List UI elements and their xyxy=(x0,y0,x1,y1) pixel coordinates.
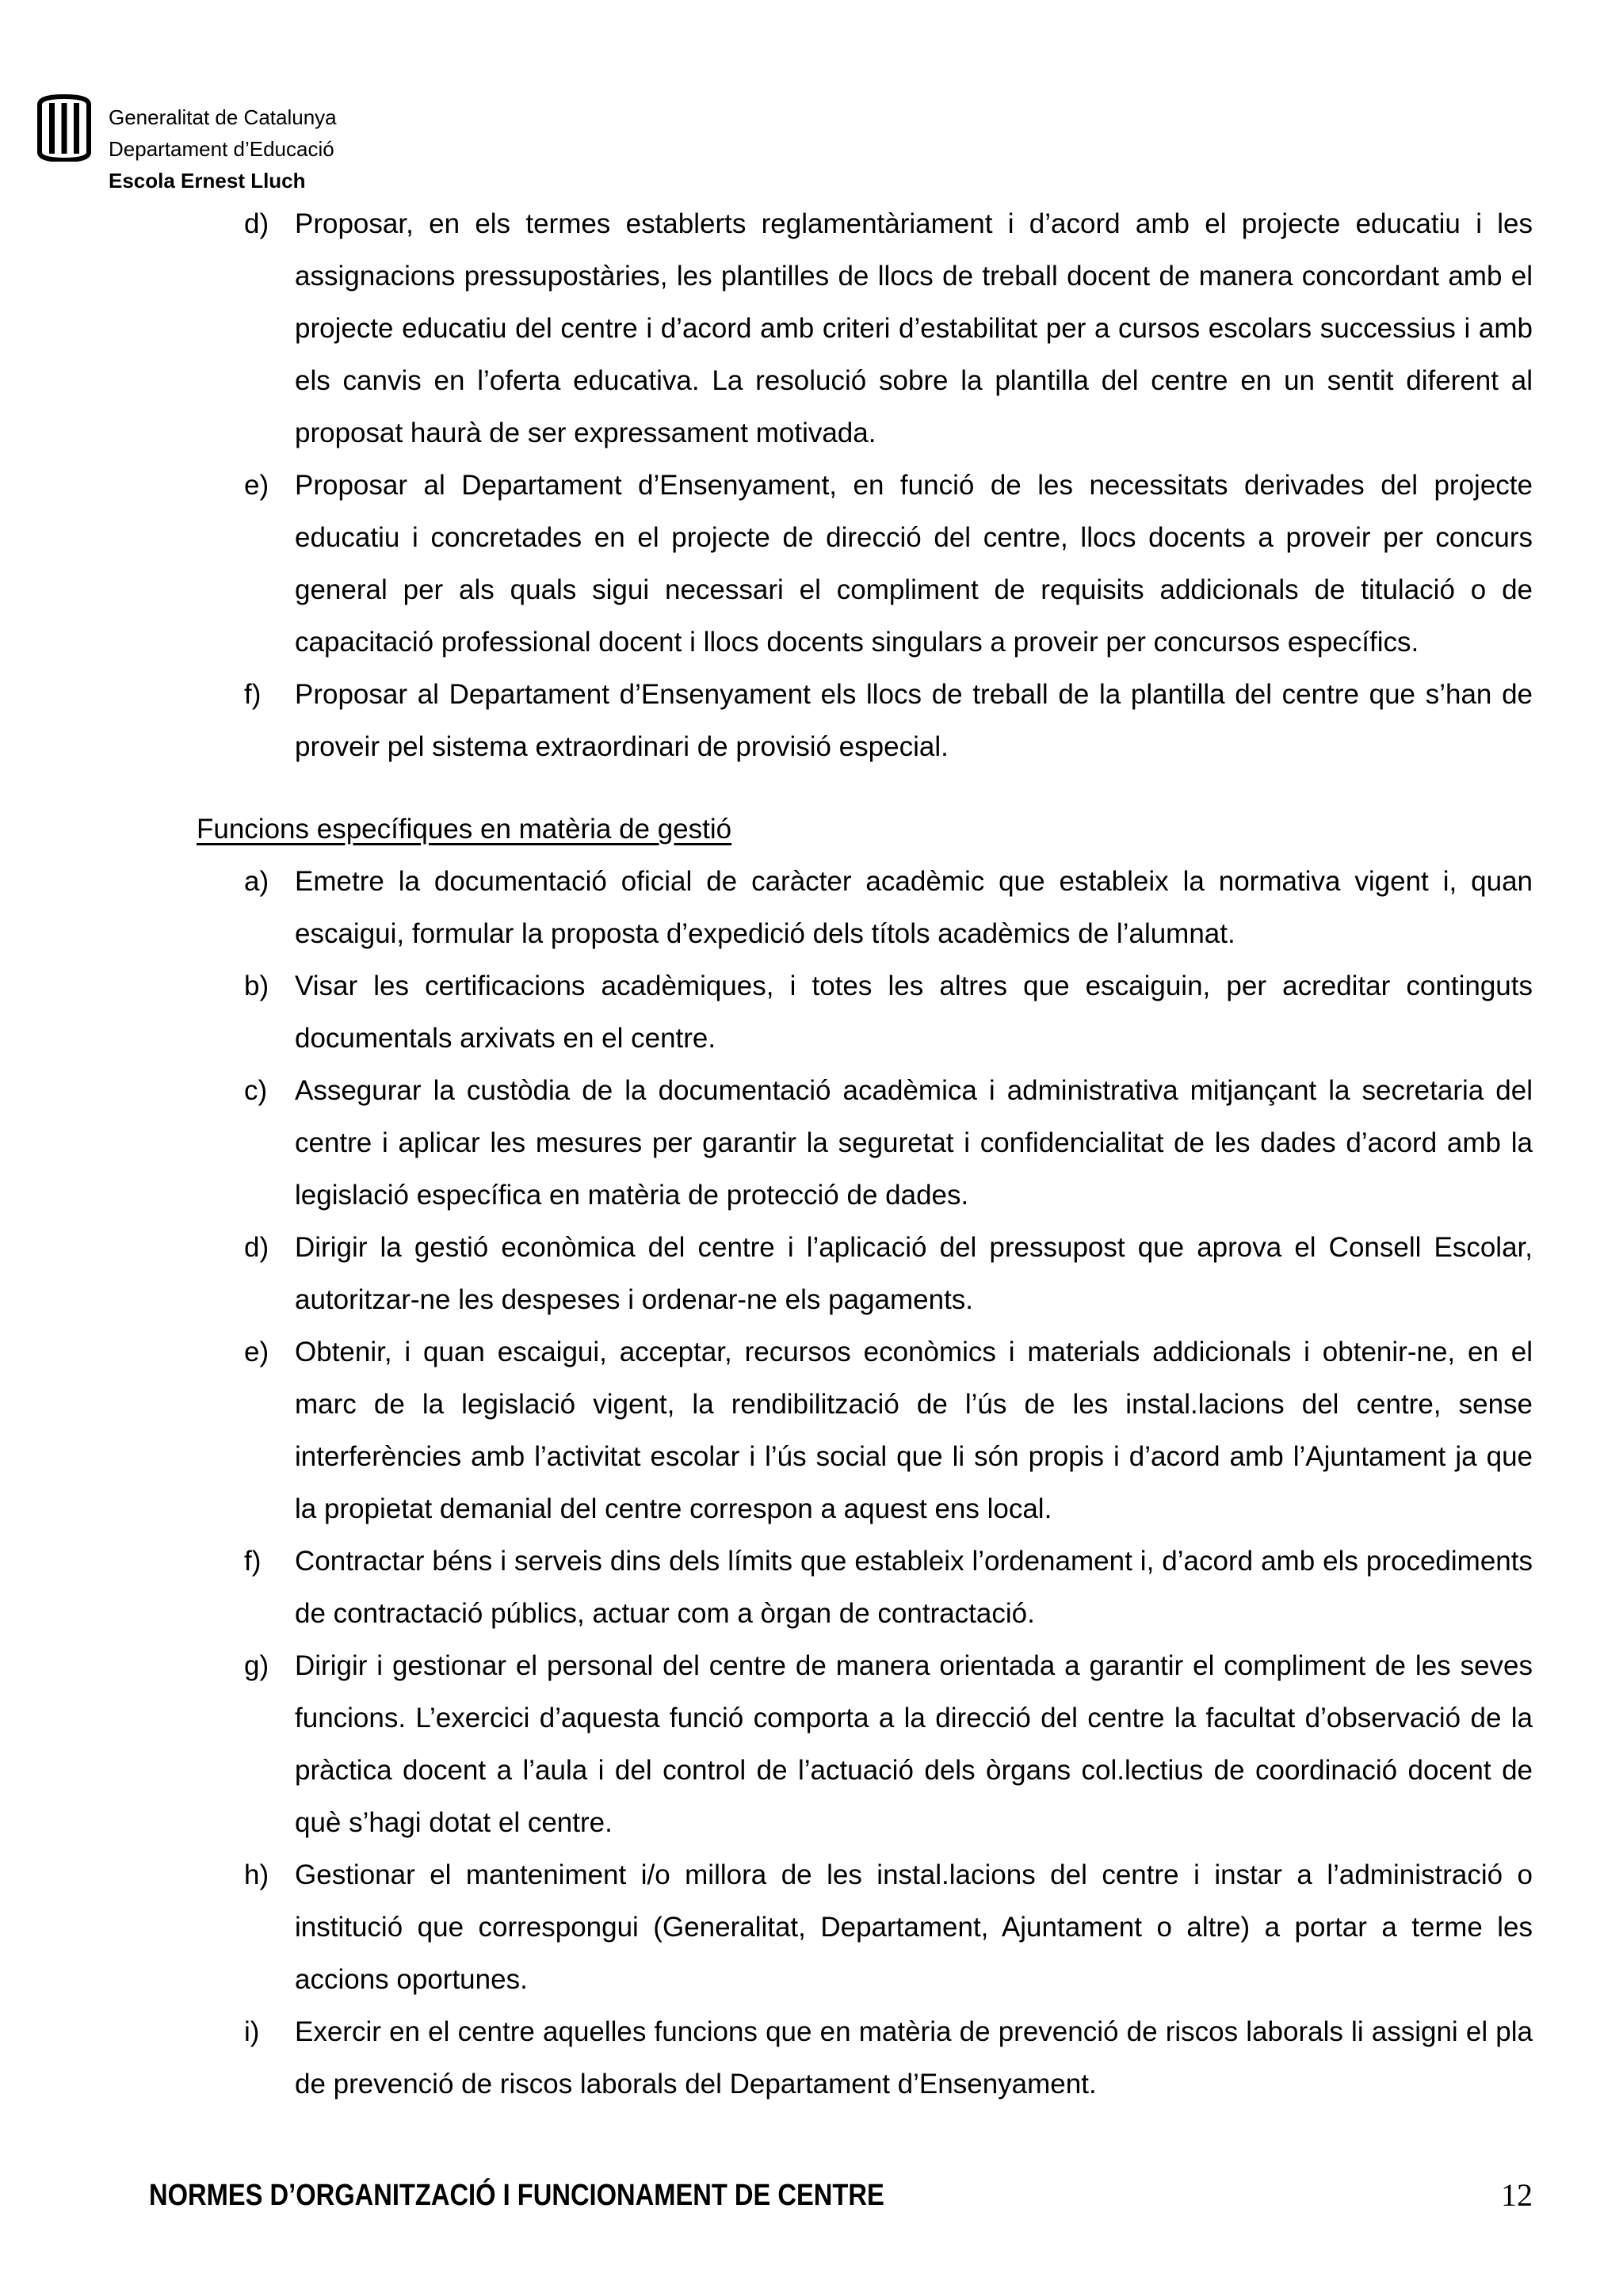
header-text xyxy=(109,101,337,196)
list-item-text: Proposar al Departament d’Ensenyament, en funció de les necessitats derivades del projecte educatiu i concretades en el projecte de direcció del centre, llocs docents a proveir per concurs general per als quals sigui necessari el compliment de requisits addicionals de titulació o de capacitació professional docent i llocs docents singulars a proveir per concursos específics. xyxy=(295,470,1533,658)
list-item xyxy=(197,1849,1533,2006)
list-item-text: Exercir en el centre aquelles funcions que en matèria de prevenció de riscos laborals li assigni el pla de prevenció de riscos laborals del Departament d’Ensenyament. xyxy=(295,2016,1533,2100)
list-item xyxy=(197,1326,1533,1535)
list-item-text: Proposar, en els termes establerts reglamentàriament i d’acord amb el projecte educatiu i les assignacions pressupostàries, les plantilles de llocs de treball docent de manera concordant amb el projecte educatiu del centre i d’acord amb criteri d’estabilitat per a cursos escolars successius i amb els canvis en l’oferta educativa. La resolució sobre la plantilla del centre en un sentit diferent al proposat haurà de ser expressament motivada. xyxy=(295,208,1533,448)
list-item-text: Visar les certificacions acadèmiques, i totes les altres que escaiguin, per acreditar continguts documentals arxivats en el centre. xyxy=(295,971,1533,1054)
list-item-letter: b) xyxy=(244,971,269,1001)
list-item-letter: d) xyxy=(244,208,269,239)
list-item-letter: e) xyxy=(244,470,269,501)
list-item-text: Dirigir i gestionar el personal del centre de manera orientada a garantir el compliment de les seves funcions. L’exercici d’aquesta funció comporta a la direcció del centre la facultat d’observació de la pràctica docent a l’aula i del control de l’actuació dels òrgans col.lectius de coordinació docent de què s’hagi dotat el centre. xyxy=(295,1650,1533,1838)
page-number: 12 xyxy=(1501,2177,1533,2213)
list-item-text: Gestionar el manteniment i/o millora de les instal.lacions del centre i instar a l’administració o institució que correspongui (Generalitat, Departament, Ajuntament o altre) a portar a terme les accions oportunes. xyxy=(295,1859,1533,1995)
list-item xyxy=(197,198,1533,460)
list-item-letter: g) xyxy=(244,1650,269,1681)
header-school: Escola Ernest Lluch xyxy=(109,169,306,193)
list-item-letter: e) xyxy=(244,1337,269,1367)
header-department: Departament d’Educació xyxy=(109,137,334,161)
list-item xyxy=(197,960,1533,1065)
document-body xyxy=(197,198,1533,2111)
list-item-text: Proposar al Departament d’Ensenyament els llocs de treball de la plantilla del centre que s’han de proveir pel sistema extraordinari de provisió especial. xyxy=(295,679,1533,762)
list-item xyxy=(197,1535,1533,1640)
list-item-letter: h) xyxy=(244,1859,269,1890)
generalitat-de-catalunya-logo xyxy=(36,93,92,162)
footer-title: NORMES D’ORGANITZACIÓ I FUNCIONAMENT DE CENTRE xyxy=(149,2179,884,2212)
page-footer xyxy=(149,2176,1533,2215)
section-personnel-functions xyxy=(197,198,1533,773)
list-item-text: Emetre la documentació oficial de caràcter acadèmic que estableix la normativa vigent i, quan escaigui, formular la proposta d’expedició dels títols acadèmics de l’alumnat. xyxy=(295,866,1533,949)
list-item-letter: d) xyxy=(244,1232,269,1263)
list-item xyxy=(197,1065,1533,1222)
list-item-text: Contractar béns i serveis dins dels límits que estableix l’ordenament i, d’acord amb els procediments de contractació públics, actuar com a òrgan de contractació. xyxy=(295,1546,1533,1629)
list-item xyxy=(197,1222,1533,1326)
list-item-letter: f) xyxy=(244,1546,262,1577)
list-item xyxy=(197,856,1533,960)
list-item xyxy=(197,1640,1533,1849)
section-management-functions xyxy=(197,803,1533,2111)
section-title: Funcions específiques en matèria de gestió xyxy=(197,814,732,845)
header-organization: Generalitat de Catalunya xyxy=(109,105,337,129)
list-item-text: Assegurar la custòdia de la documentació acadèmica i administrativa mitjançant la secretaria del centre i aplicar les mesures per garantir la seguretat i confidencialitat de les dades d’acord amb la legislació específica en matèria de protecció de dades. xyxy=(295,1075,1533,1211)
list-item-text: Dirigir la gestió econòmica del centre i l’aplicació del pressupost que aprova el Consell Escolar, autoritzar-ne les despeses i ordenar-ne els pagaments. xyxy=(295,1232,1533,1315)
list-item-letter: i) xyxy=(244,2016,260,2047)
list-item-letter: a) xyxy=(244,866,269,897)
list-item xyxy=(197,460,1533,669)
list-item-letter: f) xyxy=(244,679,262,710)
list-item-letter: c) xyxy=(244,1075,268,1106)
list-item xyxy=(197,2006,1533,2111)
list-item xyxy=(197,669,1533,773)
list-item-text: Obtenir, i quan escaigui, acceptar, recursos econòmics i materials addicionals i obtenir-ne, en el marc de la legislació vigent, la rendibilització de l’ús de les instal.lacions del centre, sense interferències amb l’activitat escolar i l’ús social que li són propis i d’acord amb l’Ajuntament ja que la propietat demanial del centre correspon a aquest ens local. xyxy=(295,1337,1533,1524)
